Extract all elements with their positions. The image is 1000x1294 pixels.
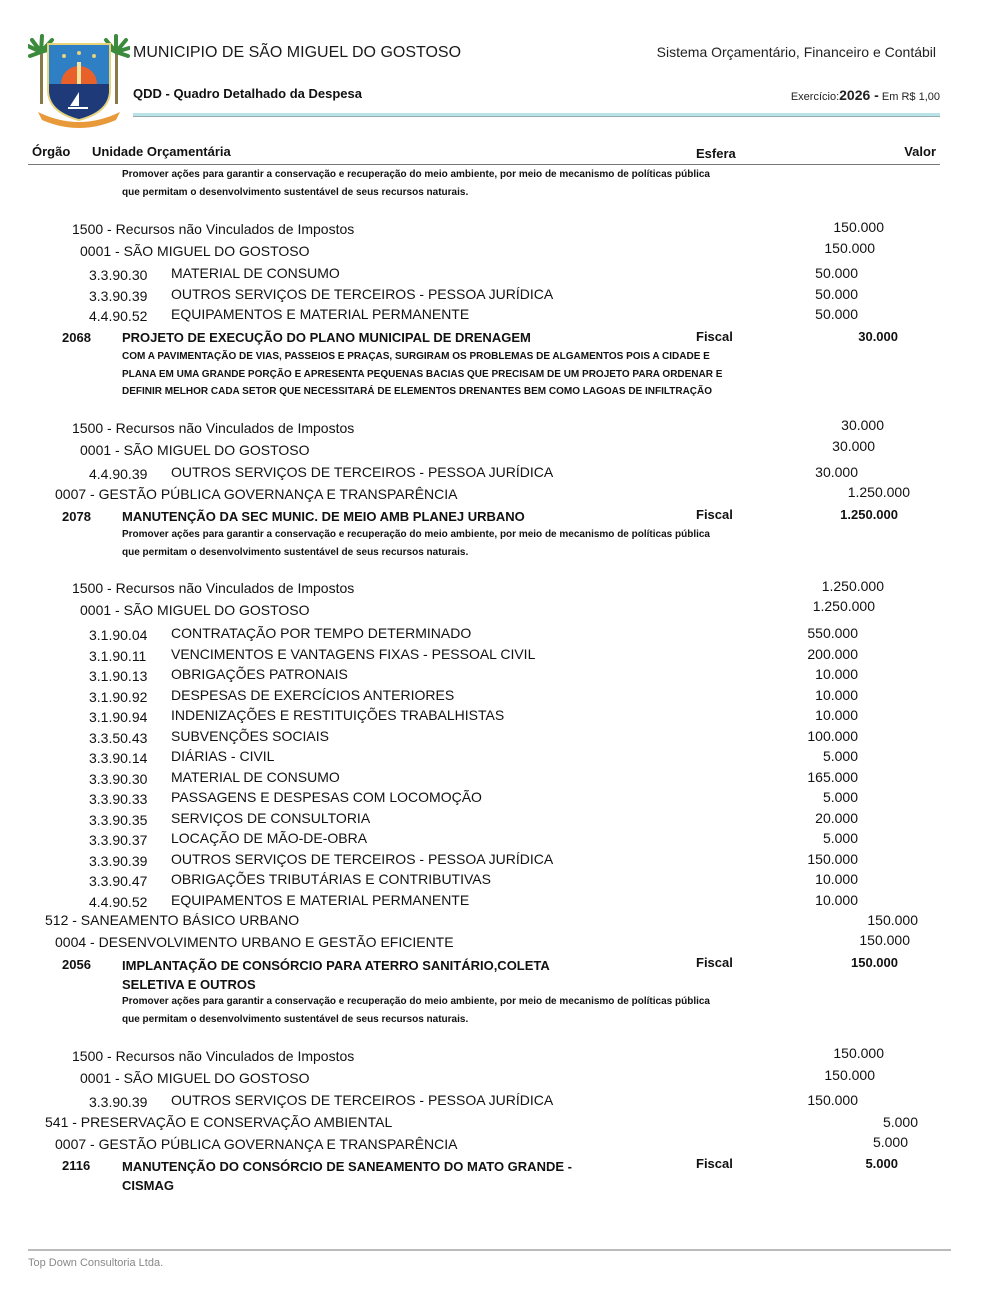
project-esfera: Fiscal (696, 1156, 733, 1171)
expense-value: 20.000 (815, 809, 858, 826)
expense-value: 5.000 (822, 789, 858, 805)
project-value: 5.000 (865, 1156, 898, 1171)
expense-value: 150.000 (807, 1092, 858, 1108)
expense-code: 3.3.90.30 (89, 267, 148, 283)
project-title-line2: SELETIVA E OUTROS (122, 977, 256, 992)
unit-value: 1.250.000 (812, 598, 875, 614)
unit-label: 0001 - SÃO MIGUEL DO GOSTOSO (80, 1070, 310, 1086)
expense-code: 4.4.90.52 (89, 308, 148, 324)
project-value: 1.250.000 (840, 507, 898, 522)
expense-code: 3.1.90.11 (89, 647, 147, 664)
action-description: Promover ações para garantir a conservação e recuperação do meio ambiente, por meio de mecanismo de políticas pública que permitam o desenvolvimento sustentável de seus recursos naturais. (122, 169, 710, 198)
expense-value: 50.000 (815, 265, 858, 281)
expense-value: 550.000 (807, 625, 858, 641)
unit-label: 0001 - SÃO MIGUEL DO GOSTOSO (80, 602, 310, 618)
column-header-valor: Valor (904, 144, 936, 159)
expense-value: 10.000 (815, 666, 858, 682)
resource-source-value: 30.000 (841, 417, 884, 433)
project-code: 2068 (62, 330, 91, 345)
program-value: 150.000 (859, 932, 910, 948)
expense-label: DIÁRIAS - CIVIL (171, 748, 275, 764)
column-header-divider (28, 164, 940, 165)
exercise-year: 2026 - (839, 87, 879, 103)
resource-source-label: 1500 - Recursos não Vinculados de Impostos (72, 420, 355, 436)
expense-code: 3.3.90.39 (89, 1094, 148, 1110)
project-description: Promover ações para garantir a conservação e recuperação do meio ambiente, por meio de mecanismo de políticas pública que permitam o desenvolvimento sustentável de seus recursos naturais. (122, 996, 710, 1025)
expense-code: 4.4.90.39 (89, 466, 148, 482)
expense-label: OUTROS SERVIÇOS DE TERCEIROS - PESSOA JURÍDICA (171, 464, 554, 480)
expense-code: 3.1.90.92 (89, 688, 148, 705)
expense-value: 165.000 (807, 768, 858, 785)
expense-value: 10.000 (815, 871, 858, 887)
subfunction-label: 541 - PRESERVAÇÃO E CONSERVAÇÃO AMBIENTAL (45, 1114, 393, 1130)
expense-code: 4.4.90.52 (89, 893, 148, 910)
expense-value: 10.000 (815, 707, 858, 723)
program-label: 0007 - GESTÃO PÚBLICA GOVERNANÇA E TRANSPARÊNCIA (55, 1136, 458, 1152)
header-divider (133, 113, 940, 117)
expense-code: 3.3.90.33 (89, 791, 148, 807)
report-title: QDD - Quadro Detalhado da Despesa (133, 86, 362, 101)
footer-divider (28, 1249, 951, 1251)
expense-label: MATERIAL DE CONSUMO (171, 265, 340, 281)
expense-label: OBRIGAÇÕES PATRONAIS (171, 666, 348, 682)
municipal-coat-of-arms-logo (28, 32, 130, 128)
expense-value: 5.000 (822, 748, 858, 764)
system-name: Sistema Orçamentário, Financeiro e Contábil (656, 44, 936, 60)
subfunction-value: 150.000 (867, 912, 918, 928)
footer-company: Top Down Consultoria Ltda. (28, 1257, 164, 1269)
expense-value: 10.000 (815, 891, 858, 908)
expense-label: OUTROS SERVIÇOS DE TERCEIROS - PESSOA JURÍDICA (171, 286, 554, 302)
resource-source-value: 1.250.000 (821, 578, 884, 594)
project-title: MANUTENÇÃO DA SEC MUNIC. DE MEIO AMB PLANEJ URBANO (122, 509, 525, 524)
expense-value: 5.000 (822, 830, 858, 846)
expense-code: 3.1.90.94 (89, 709, 148, 725)
resource-source-label: 1500 - Recursos não Vinculados de Impostos (72, 580, 355, 596)
expense-value: 50.000 (815, 306, 858, 322)
project-value: 150.000 (851, 955, 898, 970)
subfunction-value: 5.000 (882, 1114, 918, 1130)
expense-value: 150.000 (807, 850, 858, 867)
unit-value: 150.000 (824, 240, 875, 256)
project-code: 2056 (62, 957, 91, 972)
expense-label: CONTRATAÇÃO POR TEMPO DETERMINADO (171, 625, 472, 641)
expense-label: EQUIPAMENTOS E MATERIAL PERMANENTE (171, 891, 470, 908)
expense-code: 3.3.90.39 (89, 852, 148, 869)
program-value: 5.000 (872, 1134, 908, 1150)
project-title-line1: IMPLANTAÇÃO DE CONSÓRCIO PARA ATERRO SANITÁRIO,COLETA (122, 958, 550, 973)
project-description: Promover ações para garantir a conservação e recuperação do meio ambiente, por meio de mecanismo de políticas pública que permitam o desenvolvimento sustentável de seus recursos naturais. (122, 529, 710, 558)
exercise-label: Exercício: (790, 91, 840, 103)
expense-value: 10.000 (815, 686, 858, 703)
expense-value: 50.000 (815, 286, 858, 302)
expense-label: PASSAGENS E DESPESAS COM LOCOMOÇÃO (171, 789, 482, 805)
resource-source-label: 1500 - Recursos não Vinculados de Impostos (72, 221, 355, 237)
program-label: 0004 - DESENVOLVIMENTO URBANO E GESTÃO EFICIENTE (55, 934, 454, 950)
expense-code: 3.3.90.14 (89, 750, 148, 766)
expense-value: 30.000 (815, 464, 858, 480)
subfunction-label: 512 - SANEAMENTO BÁSICO URBANO (45, 912, 300, 928)
project-title-line2: CISMAG (122, 1178, 174, 1193)
resource-source-value: 150.000 (833, 219, 884, 235)
expense-label: EQUIPAMENTOS E MATERIAL PERMANENTE (171, 306, 470, 322)
expense-label: INDENIZAÇÕES E RESTITUIÇÕES TRABALHISTAS (171, 707, 505, 723)
unit-label: 0001 - SÃO MIGUEL DO GOSTOSO (80, 442, 310, 458)
unit-value: 150.000 (824, 1067, 875, 1083)
expense-label: SERVIÇOS DE CONSULTORIA (171, 809, 371, 826)
project-title: PROJETO DE EXECUÇÃO DO PLANO MUNICIPAL DE DRENAGEM (122, 330, 531, 345)
expense-code: 3.3.90.30 (89, 770, 148, 787)
municipality-name: MUNICIPIO DE SÃO MIGUEL DO GOSTOSO (133, 44, 462, 61)
project-esfera: Fiscal (696, 955, 733, 970)
expense-code: 3.3.90.47 (89, 873, 148, 889)
expense-label: DESPESAS DE EXERCÍCIOS ANTERIORES (171, 686, 455, 703)
program-label: 0007 - GESTÃO PÚBLICA GOVERNANÇA E TRANSPARÊNCIA (55, 486, 458, 502)
column-header-orgao: Órgão (32, 144, 71, 159)
project-title-line1: MANUTENÇÃO DO CONSÓRCIO DE SANEAMENTO DO MATO GRANDE - (122, 1159, 572, 1174)
expense-code: 3.3.90.39 (89, 288, 148, 304)
currency-note: Em R$ 1,00 (881, 91, 940, 103)
resource-source-value: 150.000 (833, 1045, 884, 1061)
column-header-esfera: Esfera (696, 146, 736, 161)
project-value: 30.000 (858, 329, 898, 344)
expense-label: SUBVENÇÕES SOCIAIS (171, 727, 329, 744)
expense-label: OUTROS SERVIÇOS DE TERCEIROS - PESSOA JURÍDICA (171, 850, 554, 867)
exercise-info (791, 87, 940, 103)
unit-label: 0001 - SÃO MIGUEL DO GOSTOSO (80, 243, 310, 259)
expense-code: 3.1.90.13 (89, 668, 148, 684)
expense-label: VENCIMENTOS E VANTAGENS FIXAS - PESSOAL CIVIL (171, 645, 536, 662)
expense-code: 3.3.50.43 (89, 729, 148, 746)
expense-label: MATERIAL DE CONSUMO (171, 768, 340, 785)
project-code: 2078 (62, 509, 91, 524)
expense-value: 200.000 (807, 645, 858, 662)
expense-label: OUTROS SERVIÇOS DE TERCEIROS - PESSOA JURÍDICA (171, 1092, 554, 1108)
resource-source-label: 1500 - Recursos não Vinculados de Impostos (72, 1048, 355, 1064)
project-esfera: Fiscal (696, 329, 733, 344)
program-value: 1.250.000 (847, 484, 910, 500)
project-code: 2116 (62, 1158, 91, 1173)
expense-value: 100.000 (807, 727, 858, 744)
unit-value: 30.000 (832, 438, 875, 454)
project-description: COM A PAVIMENTAÇÃO DE VIAS, PASSEIOS E PRAÇAS, SURGIRAM OS PROBLEMAS DE ALGAMENTOS POIS A CIDADE E PLANA EM UMA GRANDE PORÇÃO E APRESENTA PEQUENAS BACIAS QUE PRECISAM DE UM PROJETO PARA ORDENAR E DEFINIR MELHOR CADA SETOR QUE NECESSITARÁ DE ELEMENTOS DRENANTES BEM COMO LAGOAS DE INFILTRAÇÃO (122, 351, 723, 397)
expense-label: LOCAÇÃO DE MÃO-DE-OBRA (171, 830, 368, 846)
expense-label: OBRIGAÇÕES TRIBUTÁRIAS E CONTRIBUTIVAS (171, 871, 491, 887)
project-esfera: Fiscal (696, 507, 733, 522)
expense-code: 3.3.90.37 (89, 832, 148, 848)
column-header-unidade: Unidade Orçamentária (92, 144, 231, 159)
expense-code: 3.1.90.04 (89, 627, 148, 643)
expense-code: 3.3.90.35 (89, 811, 148, 828)
